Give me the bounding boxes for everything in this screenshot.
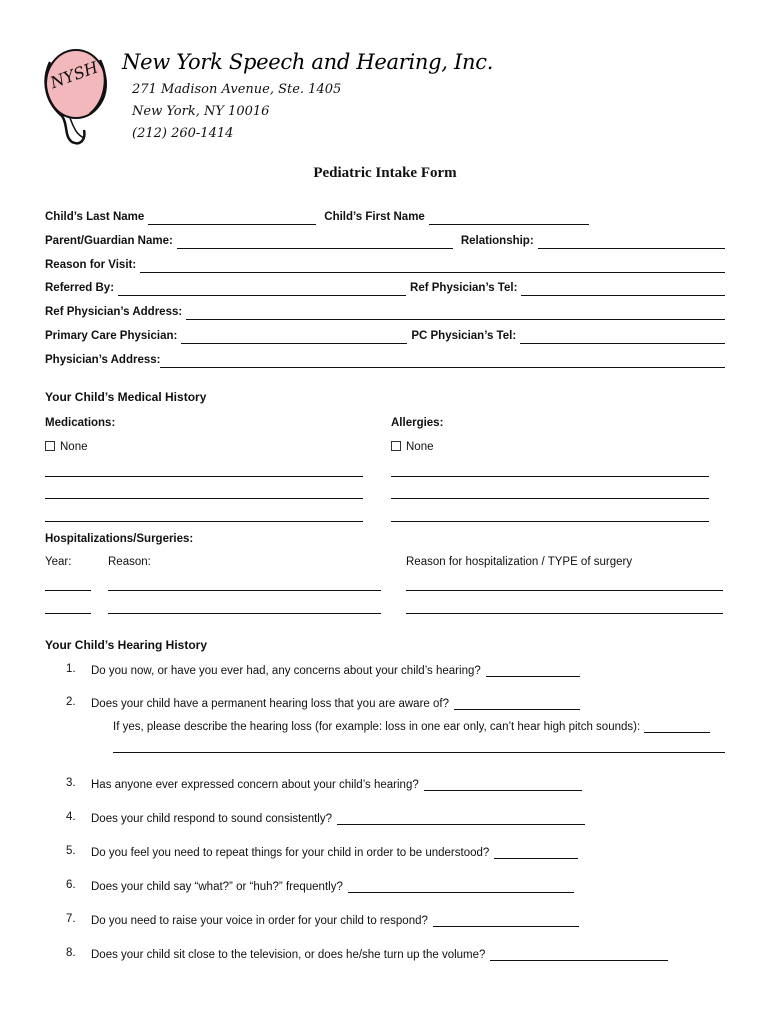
medical-history-heading: Your Child’s Medical History — [45, 390, 207, 404]
svg-text:NYSH: NYSH — [47, 57, 101, 93]
question-3 — [91, 777, 582, 791]
physician-address-row — [45, 350, 725, 368]
question-number: 7. — [66, 913, 76, 925]
answer-field-1[interactable] — [486, 663, 580, 677]
reason-line-2[interactable] — [108, 613, 381, 614]
allergies-none-option[interactable] — [391, 441, 434, 455]
question-6 — [91, 879, 574, 893]
question-5 — [91, 845, 578, 859]
question-number: 8. — [66, 947, 76, 959]
child-name-row — [45, 207, 725, 225]
answer-field-5[interactable] — [494, 845, 578, 859]
primary-care-physician-field[interactable] — [181, 330, 407, 344]
question-text: Does your child respond to sound consistently? — [91, 813, 333, 825]
question-text: Has anyone ever expressed concern about your child’s hearing? — [91, 779, 419, 791]
medications-none-label: None — [60, 441, 88, 453]
question-number: 6. — [66, 879, 76, 891]
reason-for-visit-field[interactable] — [140, 259, 725, 273]
pc-physician-tel-label: PC Physician’s Tel: — [411, 330, 517, 342]
reason-for-visit-label: Reason for Visit: — [45, 259, 137, 271]
question-text: Do you now, or have you ever had, any concerns about your child’s hearing? — [91, 665, 481, 677]
question-number: 1. — [66, 663, 76, 675]
year-line-2[interactable] — [45, 613, 91, 614]
q2-followup — [113, 719, 710, 735]
allergy-line-1[interactable] — [391, 476, 709, 477]
relationship-field[interactable] — [538, 235, 725, 249]
parent-guardian-label: Parent/Guardian Name: — [45, 235, 173, 247]
child-last-name-label: Child’s Last Name — [45, 211, 145, 223]
answer-field-6[interactable] — [348, 879, 574, 893]
primary-care-physician-label: Primary Care Physician: — [45, 330, 178, 342]
question-2 — [91, 696, 580, 710]
physician-address-field[interactable] — [160, 354, 725, 368]
child-last-name-field[interactable] — [148, 211, 316, 225]
reason-label: Reason: — [108, 556, 151, 568]
hearing-history-heading: Your Child’s Hearing History — [45, 638, 208, 652]
question-text: Does your child have a permanent hearing loss that you are aware of? — [91, 698, 449, 710]
primary-care-row — [45, 326, 725, 344]
ref-address-row — [45, 302, 725, 320]
hospitalizations-label: Hospitalizations/Surgeries: — [45, 533, 194, 545]
referred-by-field[interactable] — [118, 282, 406, 296]
answer-field-8[interactable] — [490, 947, 668, 961]
reason-type-label: Reason for hospitalization / TYPE of surgery — [406, 556, 633, 568]
answer-field-4[interactable] — [337, 811, 585, 825]
question-number: 3. — [66, 777, 76, 789]
phone-number: (212) 260-1414 — [132, 126, 234, 141]
medications-none-checkbox[interactable] — [45, 441, 55, 451]
question-number: 5. — [66, 845, 76, 857]
company-logo — [40, 44, 112, 148]
allergies-none-checkbox[interactable] — [391, 441, 401, 451]
reason-type-line-2[interactable] — [406, 613, 723, 614]
reason-type-line-1[interactable] — [406, 590, 723, 591]
referred-by-label: Referred By: — [45, 282, 115, 294]
question-8 — [91, 947, 668, 961]
medication-line-3[interactable] — [45, 521, 363, 522]
q2-followup-line-2[interactable] — [113, 752, 725, 753]
q2-followup-text: If yes, please describe the hearing loss (for example: loss in one ear only, can’t hear high pitch sounds): — [113, 721, 641, 733]
referred-row — [45, 278, 725, 296]
q2-followup-field[interactable] — [644, 719, 710, 733]
question-7 — [91, 913, 579, 927]
question-text: Does your child sit close to the television, or does he/she turn up the volume? — [91, 949, 486, 961]
medication-line-2[interactable] — [45, 498, 363, 499]
organization-name: New York Speech and Hearing, Inc. — [122, 50, 494, 74]
ref-physician-tel-label: Ref Physician’s Tel: — [410, 282, 518, 294]
address-line-2: New York, NY 10016 — [132, 104, 270, 119]
physician-address-label: Physician’s Address: — [45, 354, 161, 366]
pc-physician-tel-field[interactable] — [520, 330, 725, 344]
medications-none-option[interactable] — [45, 441, 88, 455]
medication-line-1[interactable] — [45, 476, 363, 477]
question-text: Does your child say “what?” or “huh?” frequently? — [91, 881, 343, 893]
answer-field-7[interactable] — [433, 913, 579, 927]
question-text: Do you feel you need to repeat things for your child in order to be understood? — [91, 847, 490, 859]
allergies-none-label: None — [406, 441, 434, 453]
parent-row — [45, 231, 725, 249]
question-1 — [91, 663, 580, 677]
child-first-name-label: Child’s First Name — [324, 211, 425, 223]
allergies-label: Allergies: — [391, 417, 444, 429]
ref-physician-address-label: Ref Physician’s Address: — [45, 306, 183, 318]
address-line-1: 271 Madison Avenue, Ste. 1405 — [132, 82, 342, 97]
reason-line-1[interactable] — [108, 590, 381, 591]
question-number: 4. — [66, 811, 76, 823]
allergy-line-3[interactable] — [391, 521, 709, 522]
child-first-name-field[interactable] — [429, 211, 589, 225]
form-title: Pediatric Intake Form — [313, 165, 457, 181]
question-number: 2. — [66, 696, 76, 708]
year-label: Year: — [45, 556, 72, 568]
relationship-label: Relationship: — [460, 235, 534, 247]
question-4 — [91, 811, 585, 825]
question-text: Do you need to raise your voice in order for your child to respond? — [91, 915, 428, 927]
parent-guardian-field[interactable] — [177, 235, 453, 249]
medications-label: Medications: — [45, 417, 116, 429]
allergy-line-2[interactable] — [391, 498, 709, 499]
reason-row — [45, 255, 725, 273]
year-line-1[interactable] — [45, 590, 91, 591]
answer-field-3[interactable] — [424, 777, 582, 791]
answer-field-2[interactable] — [454, 696, 580, 710]
ref-physician-address-field[interactable] — [186, 306, 725, 320]
ref-physician-tel-field[interactable] — [521, 282, 725, 296]
